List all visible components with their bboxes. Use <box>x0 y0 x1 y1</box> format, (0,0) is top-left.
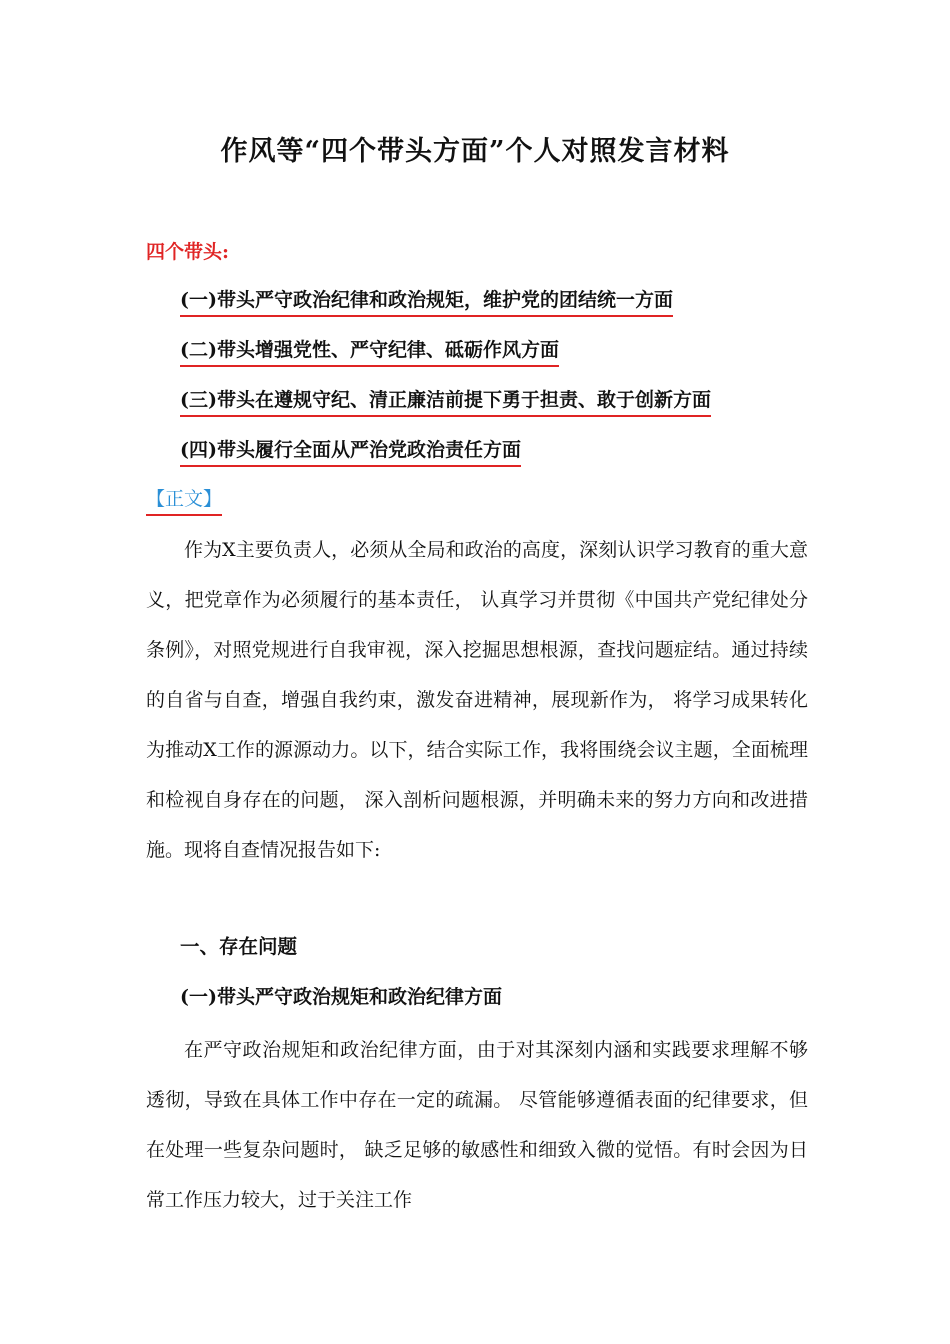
four-leads-label: 四个带头: <box>146 241 230 263</box>
body-paragraph: 在严守政治规矩和政治纪律方面，由于对其深刻内涵和实践要求理解不够透彻，导致在具体工作中存在一定的疏漏。 尽管能够遵循表面的纪律要求，但在处理一些复杂问题时， 缺乏足够的敏感性和细致入微的觉悟。有时会因为日常工作压力较大，过于关注工作 <box>146 1039 808 1211</box>
lead-item-2 <box>180 336 559 367</box>
section-heading: 一、存在问题 <box>180 935 298 958</box>
lead-item-1-text: (一)带头严守政治纪律和政治规矩，维护党的团结统一方面 <box>180 286 673 317</box>
lead-item-4-text: (四)带头履行全面从严治党政治责任方面 <box>180 436 521 467</box>
lead-item-3-text: (三)带头在遵规守纪、清正廉洁前提下勇于担责、敢于创新方面 <box>180 386 711 417</box>
lead-item-3 <box>180 386 711 417</box>
lead-item-4 <box>180 436 521 467</box>
main-text-tag-label: 【正文】 <box>146 485 222 516</box>
document-title: 作风等“四个带头方面”个人对照发言材料 <box>220 136 730 167</box>
lead-item-2-text: (二)带头增强党性、严守纪律、砥砺作风方面 <box>180 336 559 367</box>
subsection-heading: (一)带头严守政治规矩和政治纪律方面 <box>180 986 502 1008</box>
main-text-tag <box>146 485 222 516</box>
lead-item-1 <box>180 286 673 317</box>
intro-paragraph: 作为X主要负责人，必须从全局和政治的高度，深刻认识学习教育的重大意义，把党章作为必须履行的基本责任， 认真学习并贯彻《中国共产党纪律处分条例》，对照党规进行自我审视，深入挖掘思想根源，查找问题症结。通过持续的自省与自查，增强自我约束，激发奋进精神，展现新作为， 将学习成果转化为推动X工作的源源动力。以下，结合实际工作，我将围绕会议主题，全面梳理和检视自身存在的问题， 深入剖析问题根源，并明确未来的努力方向和改进措施。现将自查情况报告如下: <box>146 539 808 861</box>
